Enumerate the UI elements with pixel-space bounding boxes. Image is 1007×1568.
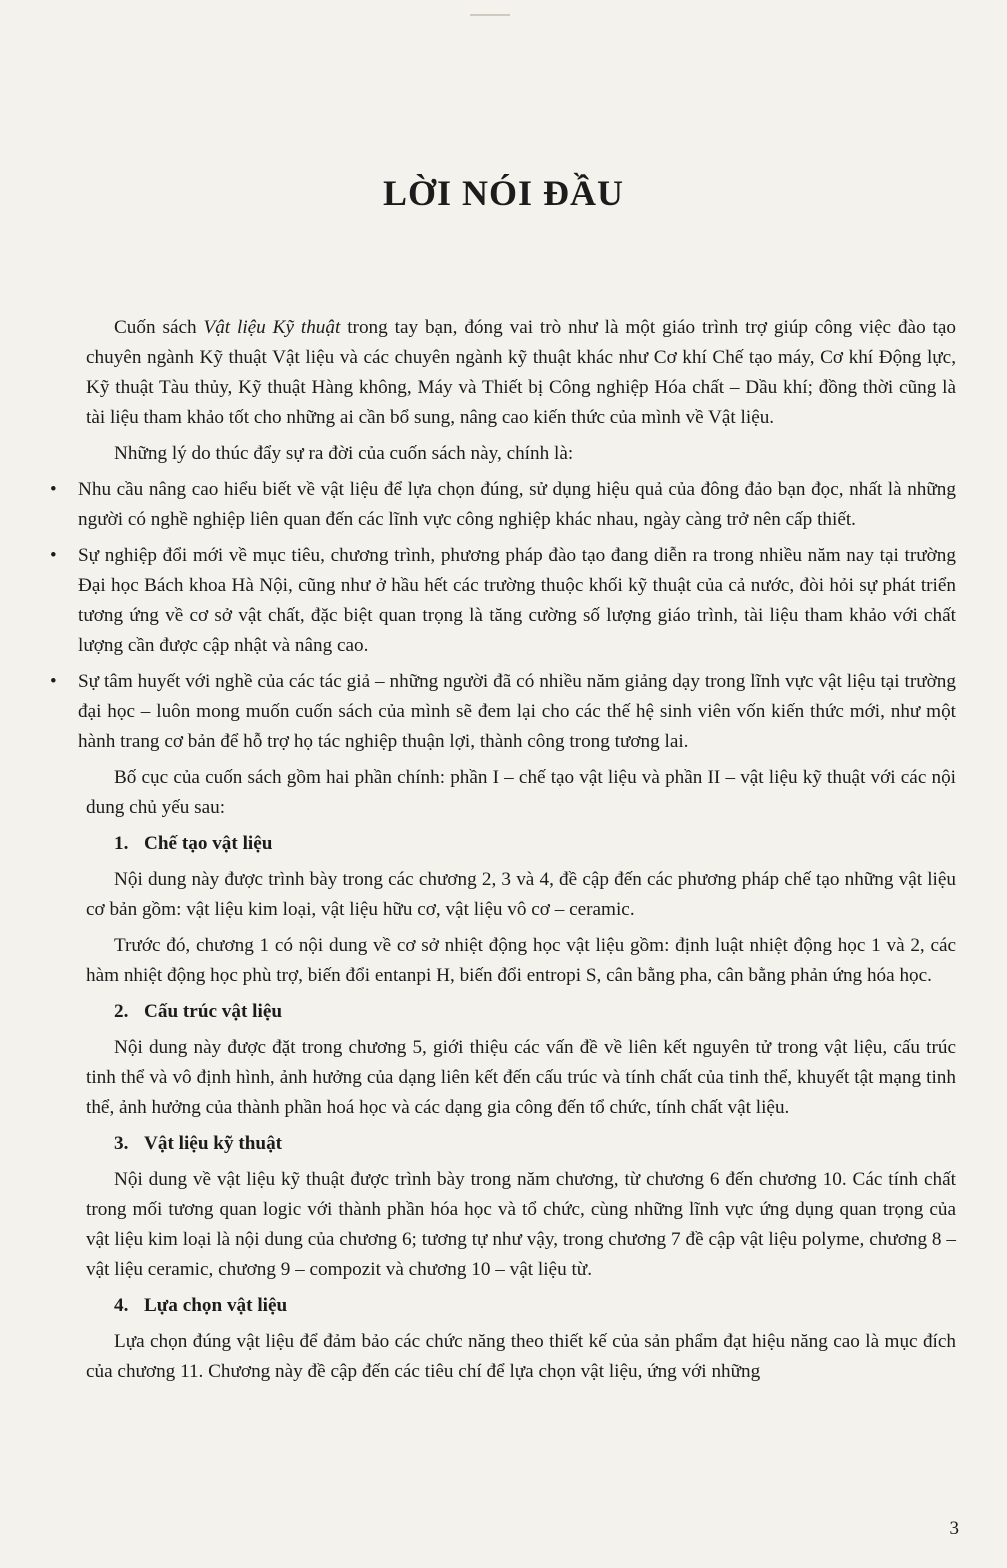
section-title: Lựa chọn vật liệu: [144, 1295, 288, 1316]
section-heading-3: [86, 1129, 956, 1159]
section-title: Cấu trúc vật liệu: [144, 1001, 283, 1022]
bullet-text: Sự tâm huyết với nghề của các tác giả – những người đã có nhiều năm giảng dạy trong lĩnh vực vật liệu tại trường đại học – luôn mong muốn cuốn sách của mình sẽ đem lại cho các thế hệ sinh viên vốn kiến thức mới, như một hành trang cơ bản để hỗ trợ họ tác nghiệp thuận lợi, thành công trong tương lai.: [78, 671, 956, 752]
reasons-list: [50, 475, 956, 757]
bullet-dot-icon: •: [50, 479, 57, 500]
list-item: [50, 667, 956, 757]
section-4-paragraph-1: Lựa chọn đúng vật liệu để đảm bảo các chức năng theo thiết kế của sản phẩm đạt hiệu năng cao là mục đích của chương 11. Chương này đề cập đến các tiêu chí để lựa chọn vật liệu, ứng với những: [86, 1331, 956, 1382]
book-title: Vật liệu Kỹ thuật: [203, 317, 341, 338]
bullet-text: Sự nghiệp đổi mới về mục tiêu, chương trình, phương pháp đào tạo đang diễn ra trong nhiều năm nay tại trường Đại học Bách khoa Hà Nội, cũng như ở hầu hết các trường thuộc khối kỹ thuật của cả nước, đòi hỏi sự phát triển tương ứng về cơ sở vật chất, đặc biệt quan trọng là tăng cường số lượng giáo trình, tài liệu tham khảo với chất lượng cần được cập nhật và nâng cao.: [78, 545, 956, 656]
section-3-paragraph-1: Nội dung về vật liệu kỹ thuật được trình bày trong năm chương, từ chương 6 đến chương 10. Các tính chất trong mối tương quan logic với thành phần hóa học và tổ chức, cùng những lĩnh vực ứng dụng quan trọng của vật liệu kim loại là nội dung của chương 6; tương tự như vậy, trong chương 7 đề cập vật liệu polyme, chương 8 – vật liệu ceramic, chương 9 – compozit và chương 10 – vật liệu từ.: [86, 1169, 956, 1280]
page-title: LỜI NÓI ĐẦU: [382, 173, 625, 213]
section-title: Vật liệu kỹ thuật: [144, 1133, 283, 1154]
list-item: [50, 541, 956, 661]
reasons-lead: Những lý do thúc đẩy sự ra đời của cuốn sách này, chính là:: [114, 443, 574, 464]
bullet-dot-icon: •: [50, 545, 57, 566]
section-heading-2: [86, 997, 956, 1027]
structure-lead: Bố cục của cuốn sách gồm hai phần chính: phần I – chế tạo vật liệu và phần II – vật liệu kỹ thuật với các nội dung chủ yếu sau:: [86, 767, 956, 818]
intro-pre: Cuốn sách: [114, 317, 204, 338]
section-1-paragraph-1: Nội dung này được trình bày trong các chương 2, 3 và 4, đề cập đến các phương pháp chế tạo những vật liệu cơ bản gồm: vật liệu kim loại, vật liệu hữu cơ, vật liệu vô cơ – ceramic.: [86, 869, 956, 920]
section-number: 4.: [114, 1295, 129, 1316]
section-number: 2.: [114, 1001, 129, 1022]
section-1-paragraph-2: Trước đó, chương 1 có nội dung về cơ sở nhiệt động học vật liệu gồm: định luật nhiệt động học 1 và 2, các hàm nhiệt động học phù trợ, biến đổi entanpi H, biến đổi entropi S, cân bằng pha, cân bằng phản ứng hóa học.: [86, 935, 956, 986]
section-heading-4: [86, 1291, 956, 1321]
section-number: 1.: [114, 833, 129, 854]
bullet-dot-icon: •: [50, 671, 57, 692]
page-number: 3: [949, 1518, 959, 1539]
section-2-paragraph-1: Nội dung này được đặt trong chương 5, giới thiệu các vấn đề về liên kết nguyên tử trong vật liệu, cấu trúc tinh thể và vô định hình, ảnh hưởng của dạng liên kết đến cấu trúc và tính chất của tinh thể, khuyết tật mạng tinh thể, ảnh hưởng của thành phần hoá học và các dạng gia công đến tổ chức, tính chất vật liệu.: [86, 1037, 956, 1118]
body-text: [50, 313, 956, 1393]
section-title: Chế tạo vật liệu: [144, 833, 273, 854]
intro-post: trong tay bạn, đóng vai trò như là một giáo trình trợ giúp công việc đào tạo chuyên ngành Kỹ thuật Vật liệu và các chuyên ngành kỹ thuật khác như Cơ khí Chế tạo máy, Cơ khí Động lực, Kỹ thuật Tàu thủy, Kỹ thuật Hàng không, Máy và Thiết bị Công nghiệp Hóa chất – Dầu khí; đồng thời cũng là tài liệu tham khảo tốt cho những ai cần bổ sung, nâng cao kiến thức của mình về Vật liệu.: [86, 317, 956, 428]
section-heading-1: [86, 829, 956, 859]
section-number: 3.: [114, 1133, 129, 1154]
bullet-text: Nhu cầu nâng cao hiểu biết về vật liệu để lựa chọn đúng, sử dụng hiệu quả của đông đảo bạn đọc, nhất là những người có nghề nghiệp liên quan đến các lĩnh vực công nghiệp khác nhau, ngày càng trở nên cấp thiết.: [78, 479, 956, 530]
page-top-mark: [470, 14, 510, 16]
intro-paragraph: [86, 313, 956, 433]
list-item: [50, 475, 956, 535]
